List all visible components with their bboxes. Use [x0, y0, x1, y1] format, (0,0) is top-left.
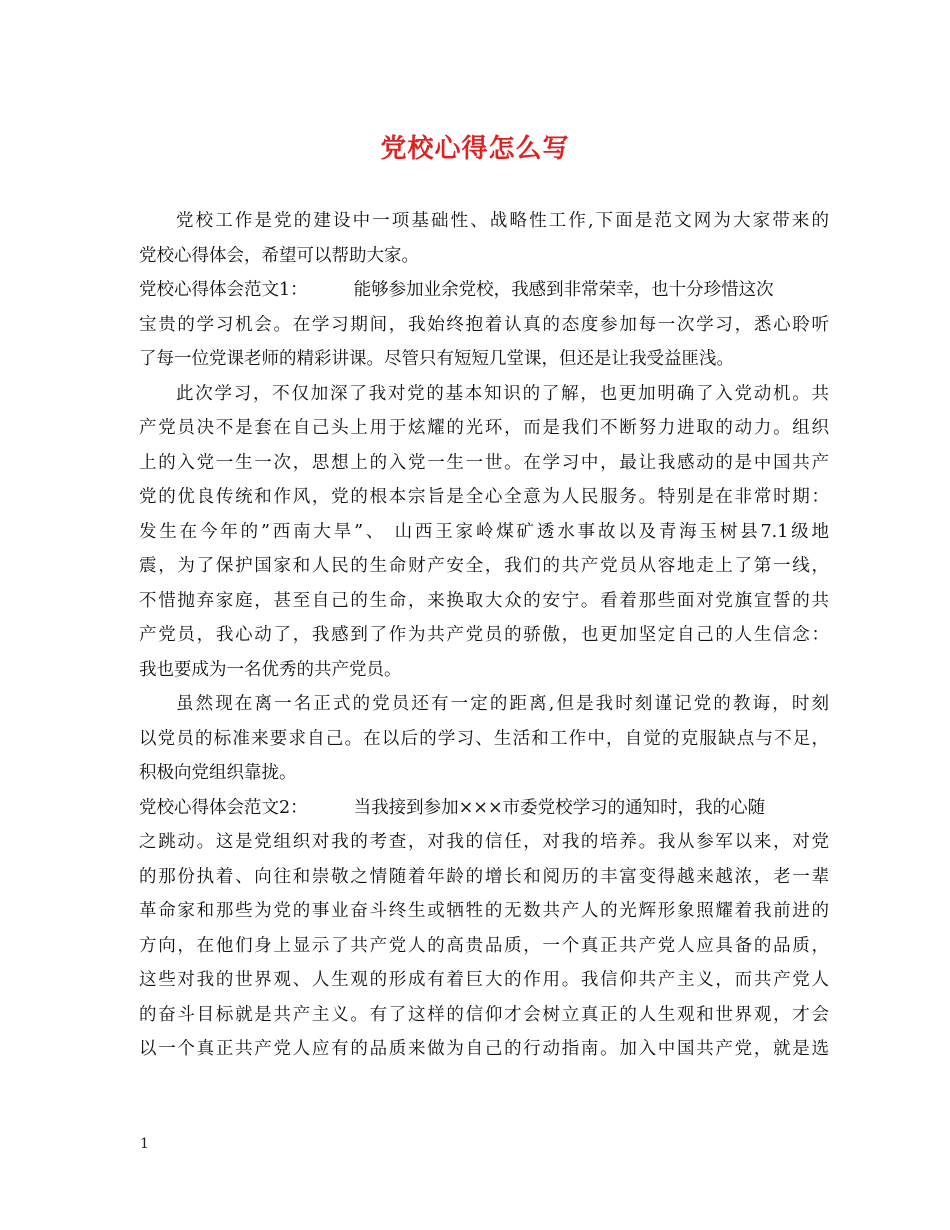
text-line-content: 党校心得体会，希望可以帮助大家。	[139, 245, 419, 266]
text-line	[139, 894, 829, 929]
text-line	[139, 1032, 829, 1067]
text-line-content: 以一个真正共产党人应有的品质来做为自己的行动指南。加入中国共产党，就是选	[139, 1039, 829, 1059]
text-line	[139, 618, 829, 653]
page-number: 1	[140, 1136, 149, 1152]
text-line-content: 虽然现在离一名正式的党员还有一定的距离,但是我时刻谨记党的教诲，时刻	[176, 694, 829, 714]
text-line	[139, 480, 829, 515]
text-line-content: 的奋斗目标就是共产主义。有了这样的信仰才会树立真正的人生观和世界观，才会	[139, 1004, 829, 1025]
text-line-content: 党校心得体会范文2：	[139, 797, 308, 818]
text-line	[139, 204, 829, 239]
text-line-content: 不惜抛弃家庭，甚至自己的生命，来换取大众的安宁。看着那些面对党旗宣誓的共	[139, 590, 829, 611]
text-line-content: 党校工作是党的建设中一项基础性、战略性工作,下面是范文网为大家带来的	[176, 211, 829, 231]
text-line-tail: 能够参加业余党校，我感到非常荣幸，也十分珍惜这次	[353, 280, 774, 300]
text-line	[139, 653, 829, 688]
text-line-content: 以党员的标准来要求自己。在以后的学习、生活和工作中，自觉的克服缺点与不足，	[139, 728, 829, 749]
document-body	[139, 204, 829, 1067]
text-line	[139, 549, 829, 584]
text-line-content: 之跳动。这是党组织对我的考查，对我的信任，对我的培养。我从参军以来，对党	[139, 832, 829, 852]
text-line	[139, 584, 829, 619]
text-line	[139, 825, 829, 860]
text-line-content: 积极向党组织靠拢。	[139, 763, 297, 783]
text-line-content: 我也要成为一名优秀的共产党员。	[139, 659, 402, 680]
text-line	[139, 722, 829, 757]
text-line	[139, 515, 829, 550]
text-line	[139, 239, 829, 274]
text-line-content: 革命家和那些为党的事业奋斗终生或牺牲的无数共产人的光辉形象照耀着我前进的	[139, 901, 829, 921]
text-line	[139, 446, 829, 481]
text-line	[139, 963, 829, 998]
document-title: 党校心得怎么写	[380, 134, 570, 164]
text-line	[139, 273, 829, 308]
text-line-content: 的那份执着、向往和崇敬之情随着年龄的增长和阅历的丰富变得越来越浓，老一辈	[139, 866, 829, 887]
text-line-content: 宝贵的学习机会。在学习期间，我始终抱着认真的态度参加每一次学习，悉心聆听	[139, 314, 829, 335]
text-line-content: 此次学习，不仅加深了我对党的基本知识的了解，也更加明确了入党动机。共	[176, 383, 829, 404]
text-line-content: 党校心得体会范文1：	[139, 280, 308, 300]
text-line-content: 方向，在他们身上显示了共产党人的高贵品质，一个真正共产党人应具备的品质，	[139, 935, 829, 956]
text-line-content: 产党员决不是套在自己头上用于炫耀的光环，而是我们不断努力进取的动力。组织	[139, 418, 829, 438]
text-line-content: 党的优良传统和作风，党的根本宗旨是全心全意为人民服务。特别是在非常时期：	[139, 487, 829, 507]
text-line	[139, 756, 829, 791]
text-line-content: 了每一位党课老师的精彩讲课。尽管只有短短几堂课，但还是让我受益匪浅。	[139, 349, 734, 369]
text-line	[139, 791, 829, 826]
text-line	[139, 342, 829, 377]
text-line-content: 产党员，我心动了，我感到了作为共产党员的骄傲，也更加坚定自己的人生信念：	[139, 625, 829, 645]
text-line-tail: 当我接到参加×××市委党校学习的通知时，我的心随	[353, 797, 766, 818]
text-line-content: 发生在今年的”西南大旱”、 山西王家岭煤矿透水事故以及青海玉树县7.1级地	[139, 521, 829, 542]
text-line	[139, 377, 829, 412]
text-line	[139, 998, 829, 1033]
text-line	[139, 687, 829, 722]
text-line	[139, 929, 829, 964]
text-line	[139, 860, 829, 895]
text-line	[139, 411, 829, 446]
text-line	[139, 308, 829, 343]
text-line-content: 上的入党一生一次，思想上的入党一生一世。在学习中，最让我感动的是中国共产	[139, 452, 829, 473]
text-line-content: 这些对我的世界观、人生观的形成有着巨大的作用。我信仰共产主义，而共产党人	[139, 970, 829, 990]
text-line-content: 震，为了保护国家和人民的生命财产安全，我们的共产党员从容地走上了第一线，	[139, 556, 829, 576]
